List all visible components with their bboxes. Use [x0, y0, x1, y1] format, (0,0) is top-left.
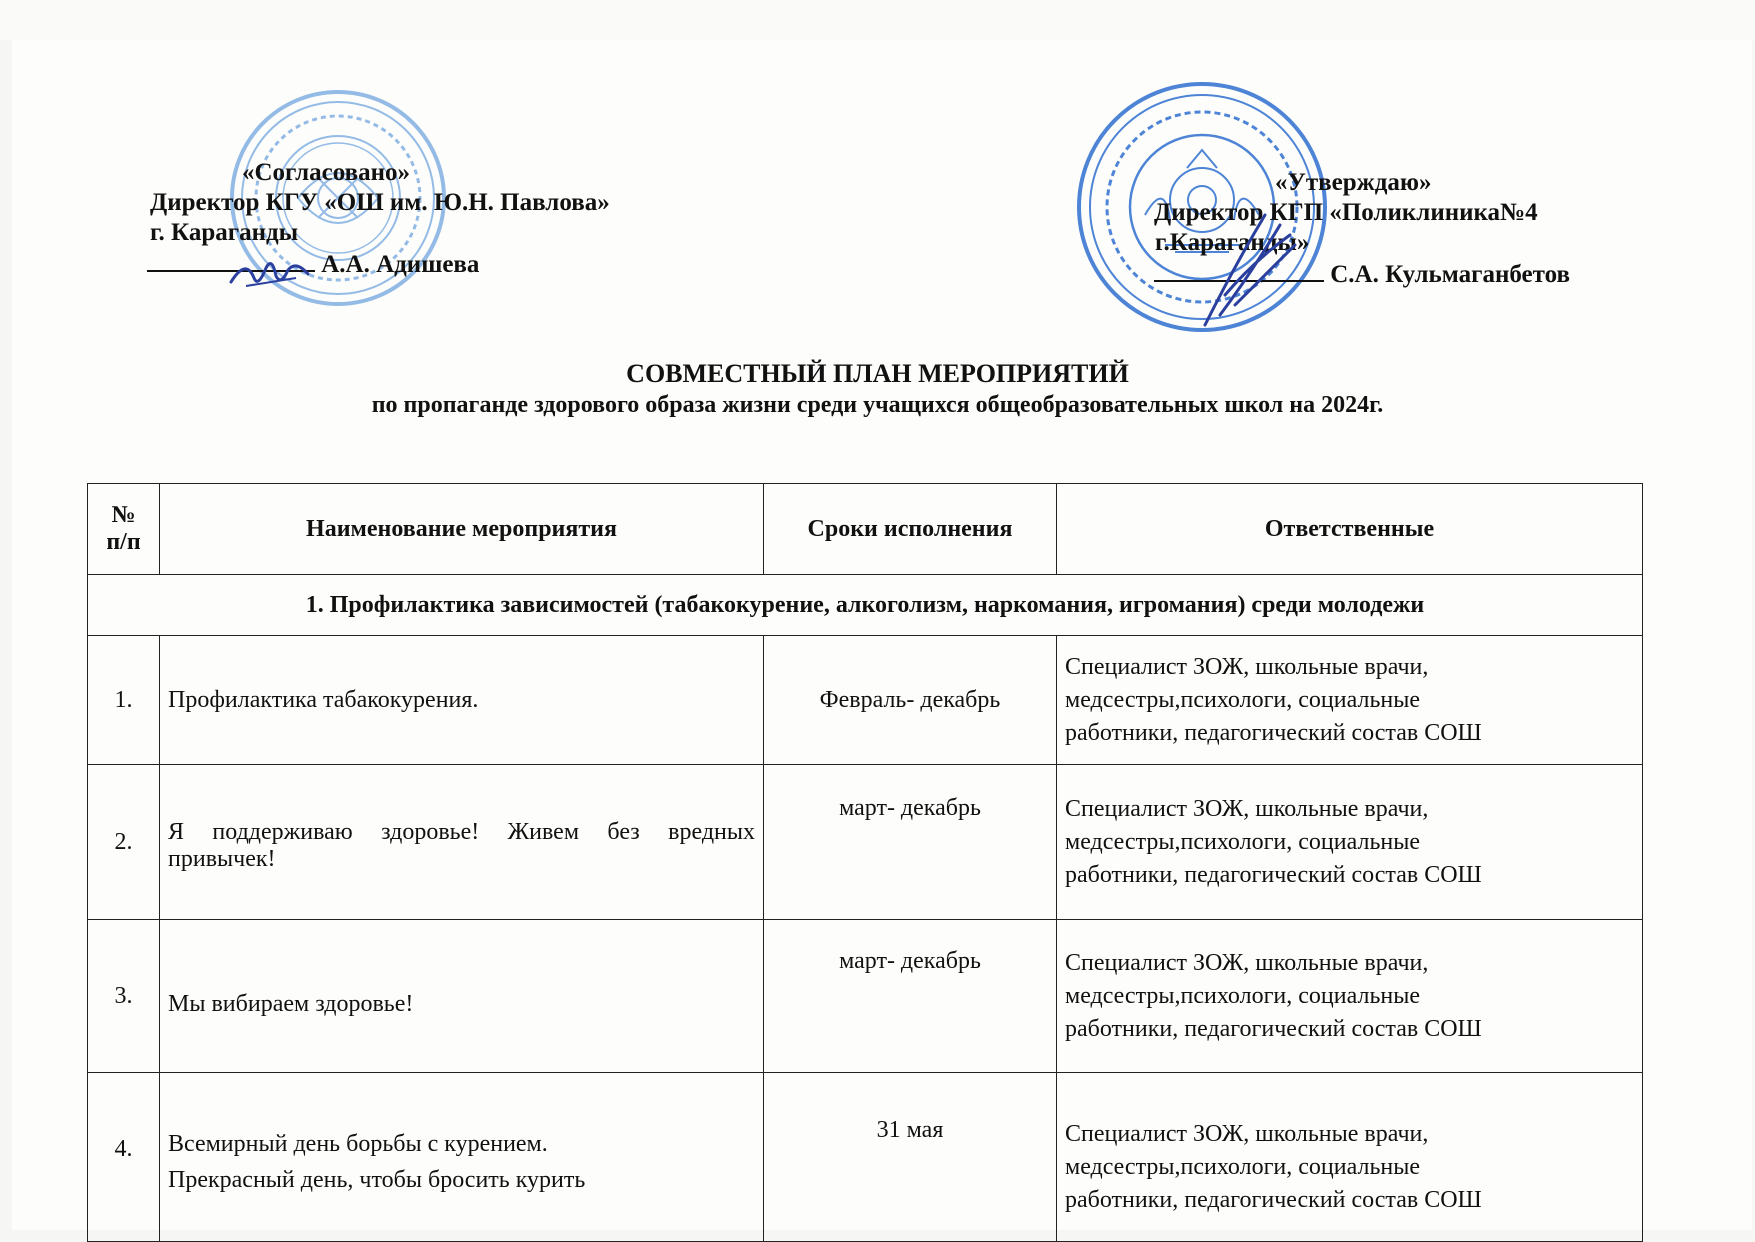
agreed-city: г. Караганды	[150, 219, 299, 246]
header-deadline: Сроки исполнения	[764, 484, 1057, 575]
row-deadline: март- декабрь	[764, 920, 1057, 1073]
row-number: 2.	[88, 765, 160, 920]
document-title: СОВМЕСТНЫЙ ПЛАН МЕРОПРИЯТИЙ	[626, 359, 1129, 388]
row-event-name	[160, 765, 764, 920]
row-responsible-line: работники, педагогический состав СОШ	[1065, 1186, 1482, 1213]
title-block	[0, 358, 1755, 420]
agreed-position: Директор КГУ «ОШ им. Ю.Н. Павлова»	[150, 189, 610, 216]
row-responsible-line: Специалист ЗОЖ, школьные врачи,	[1065, 653, 1429, 680]
row-event-name	[160, 1073, 764, 1242]
agreed-signatory-name: А.А. Адишева	[321, 251, 480, 278]
table-header-row	[88, 484, 1643, 575]
row-number: 3.	[88, 920, 160, 1073]
row-event-name-line: Мы вибираем здоровье!	[168, 990, 414, 1017]
row-responsible	[1057, 920, 1643, 1073]
right-signature-icon	[1195, 205, 1305, 335]
row-responsible	[1057, 1073, 1643, 1242]
row-responsible-line: работники, педагогический состав СОШ	[1065, 861, 1482, 888]
row-deadline: март- декабрь	[764, 765, 1057, 920]
row-event-name-line: Всемирный день борьбы с курением.	[168, 1131, 548, 1157]
row-responsible-line: работники, педагогический состав СОШ	[1065, 719, 1482, 746]
row-responsible	[1057, 765, 1643, 920]
section-title: 1. Профилактика зависимостей (табакокурение, алкоголизм, наркомания, игромания) среди молодежи	[88, 575, 1643, 636]
row-responsible	[1057, 636, 1643, 765]
row-responsible-line: медсестры,психологи, социальные	[1065, 686, 1421, 713]
row-event-name-line: Прекрасный день, чтобы бросить курить	[168, 1167, 586, 1193]
row-event-name-line: Профилактика табакокурения.	[168, 686, 479, 713]
row-event-name-line: привычек!	[168, 846, 276, 872]
events-plan-table	[87, 483, 1643, 1242]
header-number-label: п/п	[106, 529, 141, 555]
header-number-symbol: №	[111, 502, 136, 528]
document-subtitle: по пропаганде здорового образа жизни среди учащихся общеобразовательных школ на 2024г.	[371, 392, 1384, 418]
row-responsible-line: медсестры,психологи, социальные	[1065, 982, 1421, 1009]
header-responsible: Ответственные	[1057, 484, 1643, 575]
agreed-block	[150, 158, 610, 280]
row-deadline: Февраль- декабрь	[764, 636, 1057, 765]
row-event-name	[160, 920, 764, 1073]
row-number: 4.	[88, 1073, 160, 1242]
row-event-name-line: Я поддерживаю здоровье! Живем без вредных	[168, 819, 755, 845]
row-responsible-line: медсестры,психологи, социальные	[1065, 828, 1421, 855]
row-responsible-line: работники, педагогический состав СОШ	[1065, 1015, 1482, 1042]
row-responsible-line: Специалист ЗОЖ, школьные врачи,	[1065, 1120, 1429, 1147]
agreed-label: «Согласовано»	[242, 159, 411, 186]
header-number	[88, 484, 160, 575]
scan-edge	[0, 0, 1755, 40]
approved-position: Директор КГП «Поликлиника№4	[1154, 199, 1538, 226]
header-event-name: Наименование мероприятия	[160, 484, 764, 575]
row-responsible-line: медсестры,психологи, социальные	[1065, 1153, 1421, 1180]
row-event-name	[160, 636, 764, 765]
table-row	[88, 765, 1643, 920]
table-row	[88, 636, 1643, 765]
table-row	[88, 920, 1643, 1073]
row-deadline: 31 мая	[764, 1073, 1057, 1242]
row-responsible-line: Специалист ЗОЖ, школьные врачи,	[1065, 795, 1429, 822]
table-row	[88, 1073, 1643, 1242]
section-row	[88, 575, 1643, 636]
row-responsible-line: Специалист ЗОЖ, школьные врачи,	[1065, 949, 1429, 976]
row-number: 1.	[88, 636, 160, 765]
approved-label: «Утверждаю»	[1275, 169, 1432, 196]
approved-city: г.Караганды»	[1155, 229, 1310, 256]
left-signature-icon	[226, 248, 316, 292]
approved-signatory-name: С.А. Кульмаганбетов	[1330, 261, 1570, 288]
